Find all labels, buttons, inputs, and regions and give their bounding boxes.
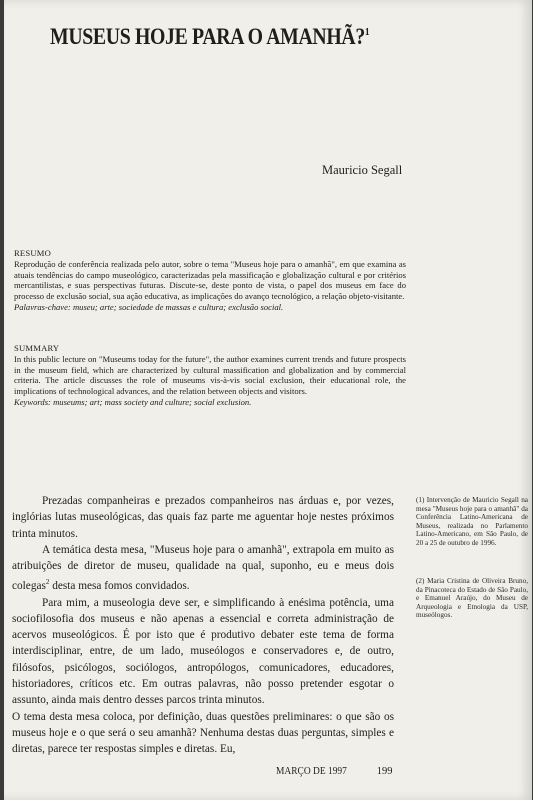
page-number: 199 bbox=[376, 766, 393, 777]
summary-section bbox=[14, 343, 406, 408]
issue-date: MARÇO DE 1997 bbox=[276, 766, 347, 777]
page-footer bbox=[276, 766, 393, 777]
body-paragraph-2-end: desta mesa fomos convidados. bbox=[49, 580, 190, 593]
body-paragraph-2-text: A temática desta mesa, "Museus hoje para o amanhã", extrapola em muito as atribuições de diretor de museu, qualidade na qual, suponho, eu e meus dois colegas bbox=[12, 543, 394, 593]
sidenote-2: (2) Maria Cristina de Oliveira Bruno, da Pinacoteca do Estado de São Paulo, e Emanuel Araújo, do Museu de Arqueologia e Etnologia da USP, museólogos. bbox=[416, 577, 528, 620]
resumo-keywords: Palavras-chave: museu; arte; sociedade de massas e cultura; exclusão social. bbox=[14, 301, 284, 312]
resumo-text: Reprodução de conferência realizada pelo autor, sobre o tema "Museus hoje para o amanhã", em que examina as atuais tendências do campo museológico, caracterizadas pela massificação e globalização cultural e por critérios mercantilistas, e suas perspectivas futuras. Discute-se, deste ponto de vista, o papel dos museus em face do processo de exclusão social, sua ação educativa, as implicações do avanço tecnológico, a relação objeto-visitante. bbox=[14, 258, 406, 302]
footnote-marker-2: 2 bbox=[45, 578, 50, 587]
resumo-section bbox=[14, 248, 406, 313]
journal-page bbox=[4, 0, 532, 800]
title-footnote-marker: 1 bbox=[364, 26, 370, 38]
author-name: Mauricio Segall bbox=[322, 163, 403, 177]
summary-heading: SUMMARY bbox=[14, 343, 60, 353]
body-paragraph-1: Prezadas companheiras e prezados companheiros nas árduas e, por vezes, inglórias lutas museológicas, das quais faz parte me aguentar hoje nestes próximos trinta minutos. bbox=[12, 495, 394, 540]
body-paragraph-3: Para mim, a museologia deve ser, e simplificando à enésima potência, uma sociofilosofia dos museus e não apenas a essencial e correta administração de acervos museológicos. É por isto que é produtivo debater este tema de forma interdisciplinar, entre, de um lado, museólogos e conservadores e, de outro, filósofos, psicólogos, sociólogos, antropólogos, comunicadores, educadores, historiadores, críticos etc. Em outras palavras, não posso pretender esgotar o assunto, ainda mais dentro desses parcos trinta minutos. bbox=[12, 596, 394, 707]
article-title bbox=[50, 24, 428, 50]
summary-keywords: Keywords: museums; art; mass society and culture; social exclusion. bbox=[14, 396, 252, 407]
sidenote-1: (1) Intervenção de Mauricio Segall na mesa "Museus hoje para o amanhã" da Conferência Latino-Americana de Museus, realizada no Parlamento Latino-Americano, em São Paulo, de 20 a 25 de outubro de 1996. bbox=[416, 496, 528, 547]
title-text: MUSEUS HOJE PARA O AMANHÃ? bbox=[50, 24, 365, 49]
resumo-heading: RESUMO bbox=[14, 248, 52, 258]
body-paragraph-2 bbox=[12, 542, 394, 595]
body-paragraph-4: O tema desta mesa coloca, por definição, duas questões preliminares: o que são os museus hoje e o que será o seu amanhã? Nenhuma destas duas perguntas, simples e diretas, parece ter respostas simples e diretas. Eu, bbox=[12, 710, 394, 756]
summary-text: In this public lecture on "Museums today for the future", the author examines current trends and future prospects in the museum field, which are characterized by cultural massification and globalization and by commercial criteria. The article discusses the role of museums vis-à-vis social exclusion, their educational role, the implications of technological advances, and the relation between objects and visitors. bbox=[14, 353, 406, 397]
article-body bbox=[12, 493, 394, 758]
